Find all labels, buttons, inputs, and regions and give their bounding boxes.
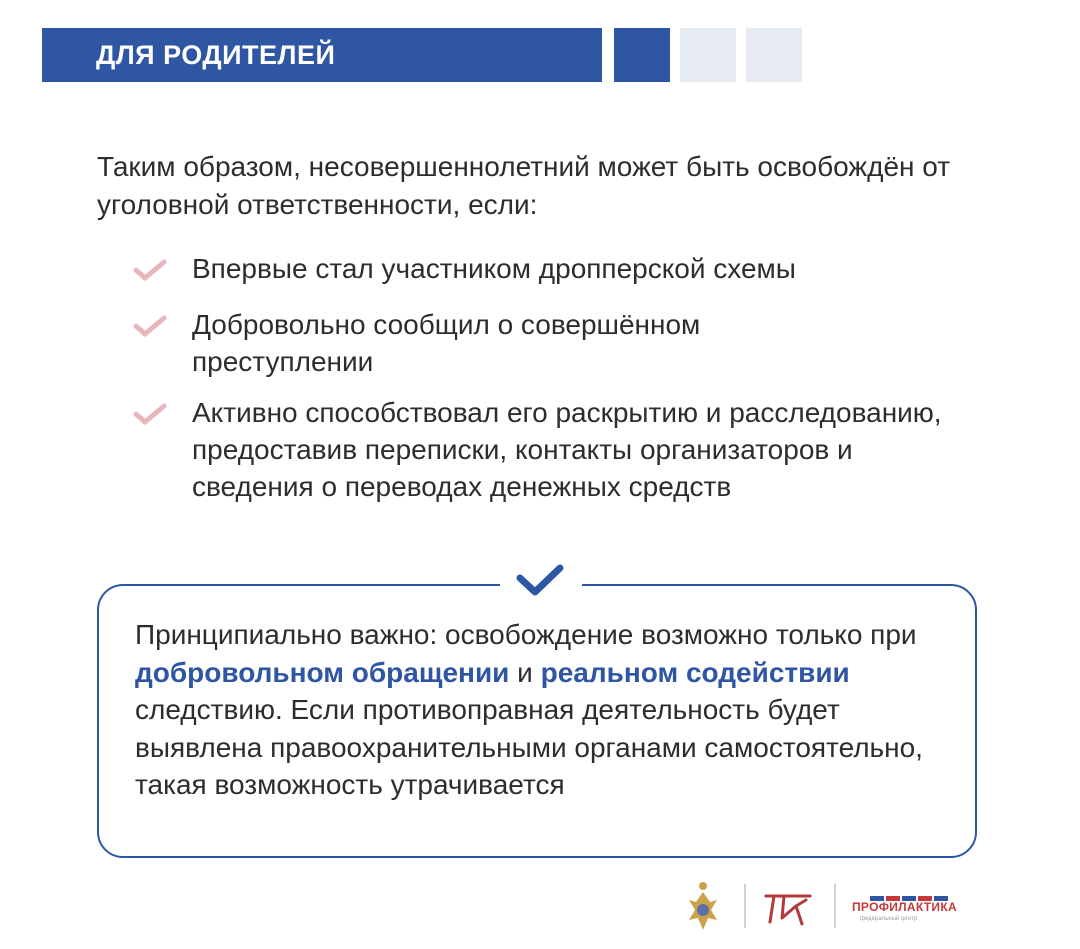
decor-square-blue — [614, 28, 670, 82]
decor-square-light — [680, 28, 736, 82]
check-icon — [510, 564, 570, 598]
callout-text-part: Принципиально важно: освобождение возможно только при — [135, 619, 917, 650]
page-title: ДЛЯ РОДИТЕЛЕЙ — [96, 40, 336, 70]
condition-item: Активно способствовал его раскрытию и расследованию, предоставив переписки, контакты организаторов и сведения о переводах денежных средств — [192, 397, 942, 502]
callout-text-part: и — [509, 656, 541, 688]
brand-subtitle: федеральный центр — [860, 916, 918, 922]
check-icon — [133, 258, 167, 282]
decor-square-light — [746, 28, 802, 82]
footer-divider — [834, 884, 836, 928]
emblem-icon — [684, 878, 722, 938]
brand-logo — [852, 884, 992, 934]
callout-text-part: следствию. Если противоправная деятельность будет выявлена правоохранительными органами самостоятельно, такая возможность утрачивается — [135, 694, 923, 800]
condition-item: Впервые стал участником дропперской схемы — [192, 253, 796, 284]
intro-text: Таким образом, несовершеннолетний может быть освобождён от уголовной ответственности, если: — [97, 151, 951, 220]
callout-highlight: реальном содействии — [540, 656, 850, 688]
footer-divider — [744, 884, 746, 928]
callout-text — [135, 616, 955, 804]
header-bar — [42, 28, 602, 82]
check-icon — [133, 402, 167, 426]
check-icon — [133, 314, 167, 338]
symbol-icon — [760, 878, 816, 938]
callout-highlight: добровольном обращении — [135, 656, 510, 688]
condition-item: Добровольно сообщил о совершённом преступлении — [192, 309, 701, 377]
brand-name: ПРОФИЛАКТИКА — [852, 900, 957, 914]
